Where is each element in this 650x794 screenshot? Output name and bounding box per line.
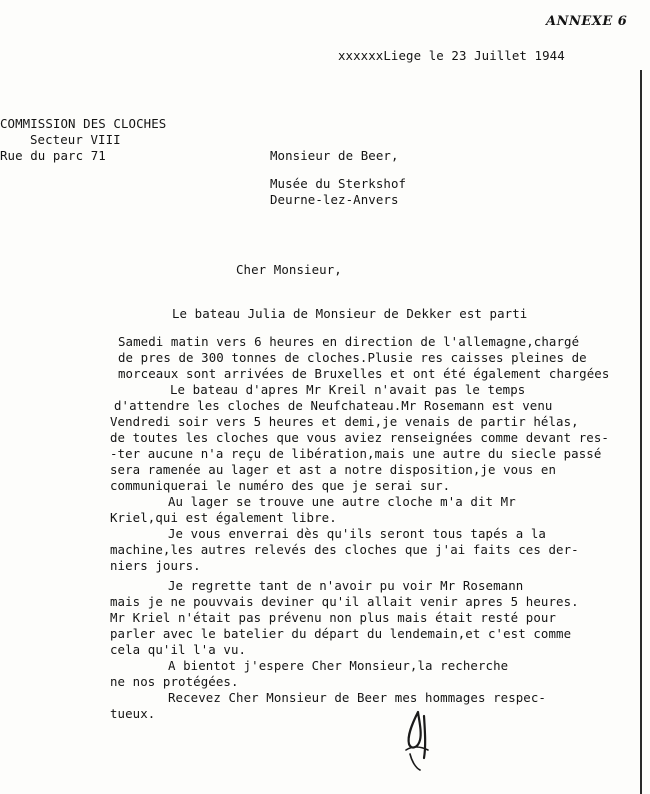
body-line: Mr Kriel n'était pas prévenu non plus mais était resté pour: [110, 610, 557, 625]
sender-sector: Secteur VIII: [30, 132, 121, 147]
body-line: tueux.: [110, 706, 156, 721]
sender-organization: COMMISSION DES CLOCHES: [0, 116, 167, 131]
body-line: Au lager se trouve une autre cloche m'a dit Mr: [168, 494, 516, 509]
body-line: Vendredi soir vers 5 heures et demi,je venais de partir hélas,: [110, 414, 579, 429]
body-line: sera ramenée au lager et ast a notre disposition,je vous en: [110, 462, 557, 477]
body-line: mais je ne pouvvais deviner qu'il allait venir apres 5 heures.: [110, 594, 579, 609]
body-line: machine,les autres relevés des cloches que j'ai faits ces der-: [110, 542, 579, 557]
body-line: Je regrette tant de n'avoir pu voir Mr Rosemann: [168, 578, 524, 593]
annex-label: ANNEXE 6: [546, 14, 628, 29]
recipient-city: Deurne-lez-Anvers: [270, 192, 399, 207]
body-line: de pres de 300 tonnes de cloches.Plusie res caisses pleines de: [118, 350, 587, 365]
body-line: Je vous enverrai dès qu'ils seront tous tapés a la: [168, 526, 546, 541]
body-line: Samedi matin vers 6 heures en direction de l'allemagne,chargé: [118, 334, 580, 349]
body-line: communiquerai le numéro des que je serai sur.: [110, 478, 451, 493]
body-line: -ter aucune n'a reçu de libération,mais une autre du siecle passé: [110, 446, 602, 461]
body-line: Kriel,qui est également libre.: [110, 510, 337, 525]
body-line: ne nos protégées.: [110, 674, 239, 689]
handwritten-signature: [398, 706, 438, 772]
body-line: de toutes les cloches que vous aviez renseignées comme devant res-: [110, 430, 609, 445]
page-edge-line: [640, 70, 642, 794]
body-line: cela qu'il l'a vu.: [110, 642, 247, 657]
recipient-name: Monsieur de Beer,: [270, 148, 399, 163]
body-line: parler avec le batelier du départ du lendemain,et c'est comme: [110, 626, 572, 641]
body-line: morceaux sont arrivées de Bruxelles et ont été également chargées: [118, 366, 610, 381]
body-line: A bientot j'espere Cher Monsieur,la recherche: [168, 658, 509, 673]
sender-address: Rue du parc 71: [0, 148, 106, 163]
date-line: xxxxxxLiege le 23 Juillet 1944: [338, 48, 565, 63]
body-line: niers jours.: [110, 558, 201, 573]
recipient-place: Musée du Sterkshof: [270, 176, 407, 191]
body-line: Le bateau Julia de Monsieur de Dekker est parti: [172, 306, 528, 321]
body-line: Le bateau d'apres Mr Kreil n'avait pas le temps: [170, 382, 526, 397]
body-line: Recevez Cher Monsieur de Beer mes hommages respec-: [168, 690, 546, 705]
salutation: Cher Monsieur,: [236, 262, 342, 277]
body-line: d'attendre les cloches de Neufchateau.Mr Rosemann est venu: [114, 398, 553, 413]
